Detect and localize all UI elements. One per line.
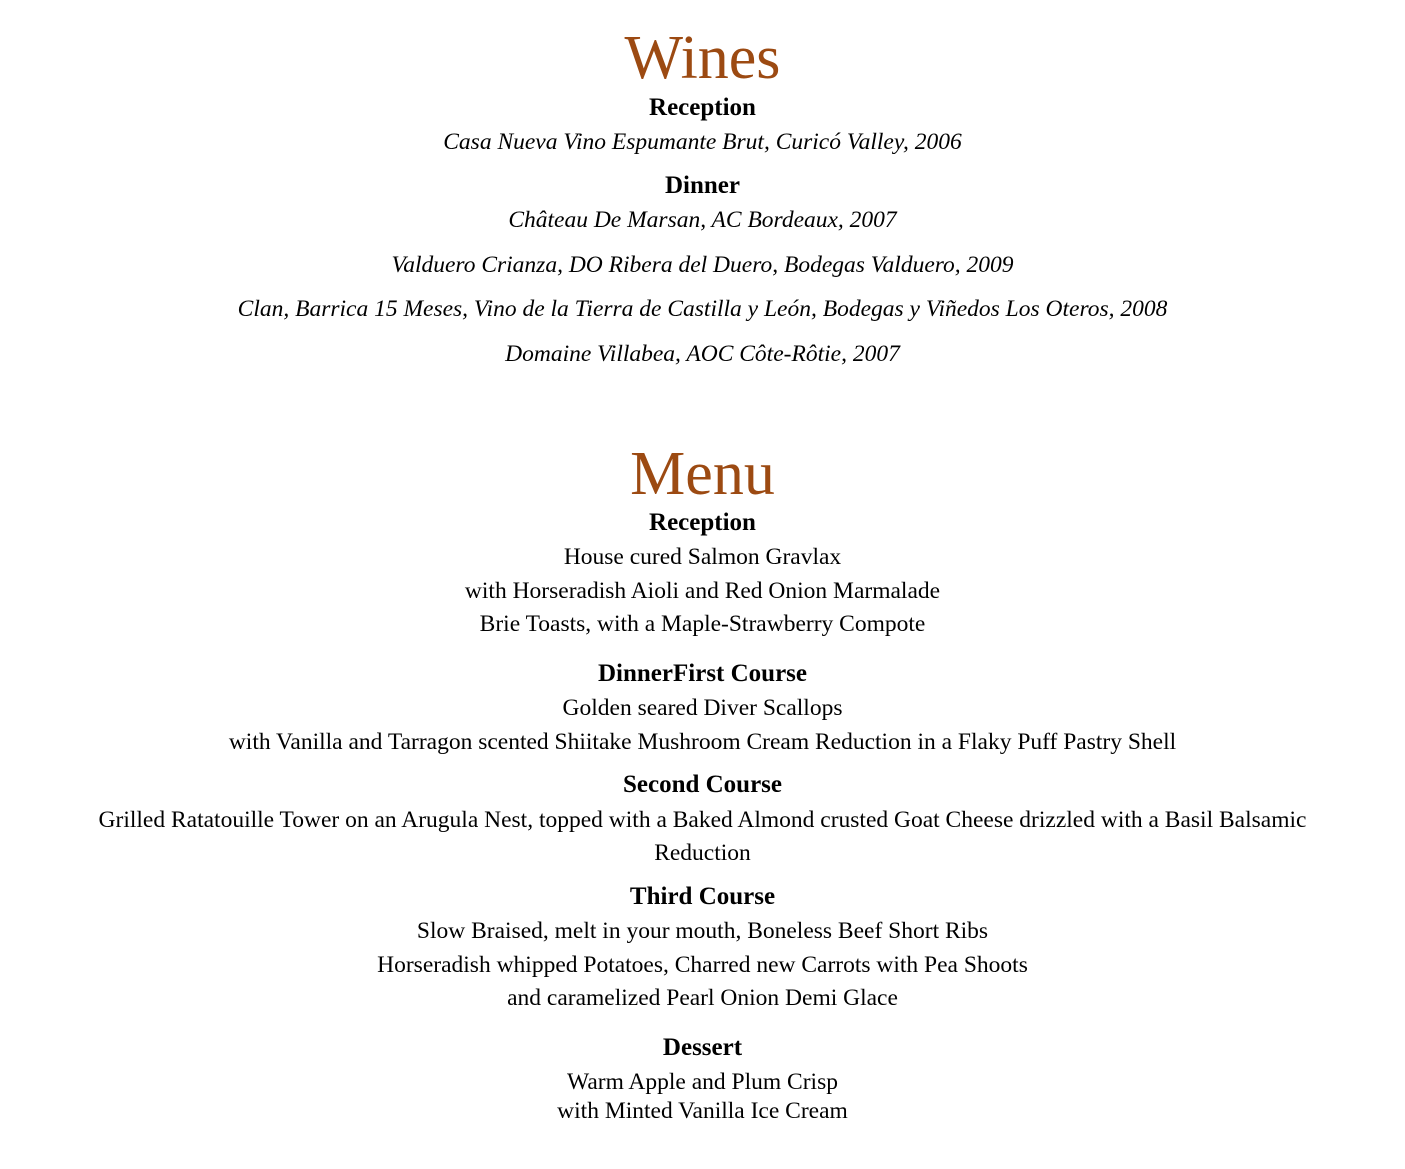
menu-line: with Minted Vanilla Ice Cream	[557, 1098, 848, 1124]
menu-line: and caramelized Pearl Onion Demi Glace	[507, 985, 898, 1011]
menu-line: Golden seared Diver Scallops	[562, 695, 843, 721]
wine-item: Château De Marsan, AC Bordeaux, 2007	[508, 207, 897, 233]
menu-line: Horseradish whipped Potatoes, Charred new Carrots with Pea Shoots	[377, 952, 1028, 978]
wines-dinner-heading: Dinner	[665, 172, 740, 199]
wines-reception-heading: Reception	[649, 94, 756, 121]
menu-line: with Vanilla and Tarragon scented Shiitake Mushroom Cream Reduction in a Flaky Puff Pastry Shell	[228, 729, 1177, 755]
menu-line: Brie Toasts, with a Maple-Strawberry Compote	[479, 611, 926, 637]
dessert-heading: Dessert	[662, 1034, 743, 1061]
menu-reception-heading: Reception	[649, 509, 756, 536]
wine-item: Casa Nueva Vino Espumante Brut, Curicó Valley, 2006	[443, 129, 962, 155]
menu-title: Menu	[630, 440, 775, 508]
menu-line: Reduction	[654, 840, 751, 866]
third-course-heading: Third Course	[629, 883, 776, 910]
menu-line: with Horseradish Aioli and Red Onion Marmalade	[464, 578, 941, 604]
first-course-heading: DinnerFirst Course	[598, 660, 807, 687]
menu-line: Slow Braised, melt in your mouth, Boneless Beef Short Ribs	[416, 918, 989, 944]
wine-item: Valduero Crianza, DO Ribera del Duero, Bodegas Valduero, 2009	[391, 252, 1014, 278]
wines-title: Wines	[624, 24, 781, 92]
menu-line: Grilled Ratatouille Tower on an Arugula Nest, topped with a Baked Almond crusted Goat Cheese drizzled with a Basil Balsamic	[98, 807, 1307, 833]
wine-item: Domaine Villabea, AOC Côte-Rôtie, 2007	[505, 341, 900, 367]
wine-item: Clan, Barrica 15 Meses, Vino de la Tierra de Castilla y León, Bodegas y Viñedos Los Oteros, 2008	[237, 296, 1168, 322]
second-course-heading: Second Course	[622, 771, 783, 798]
menu-line: House cured Salmon Gravlax	[563, 544, 842, 570]
menu-line: Warm Apple and Plum Crisp	[567, 1069, 838, 1095]
